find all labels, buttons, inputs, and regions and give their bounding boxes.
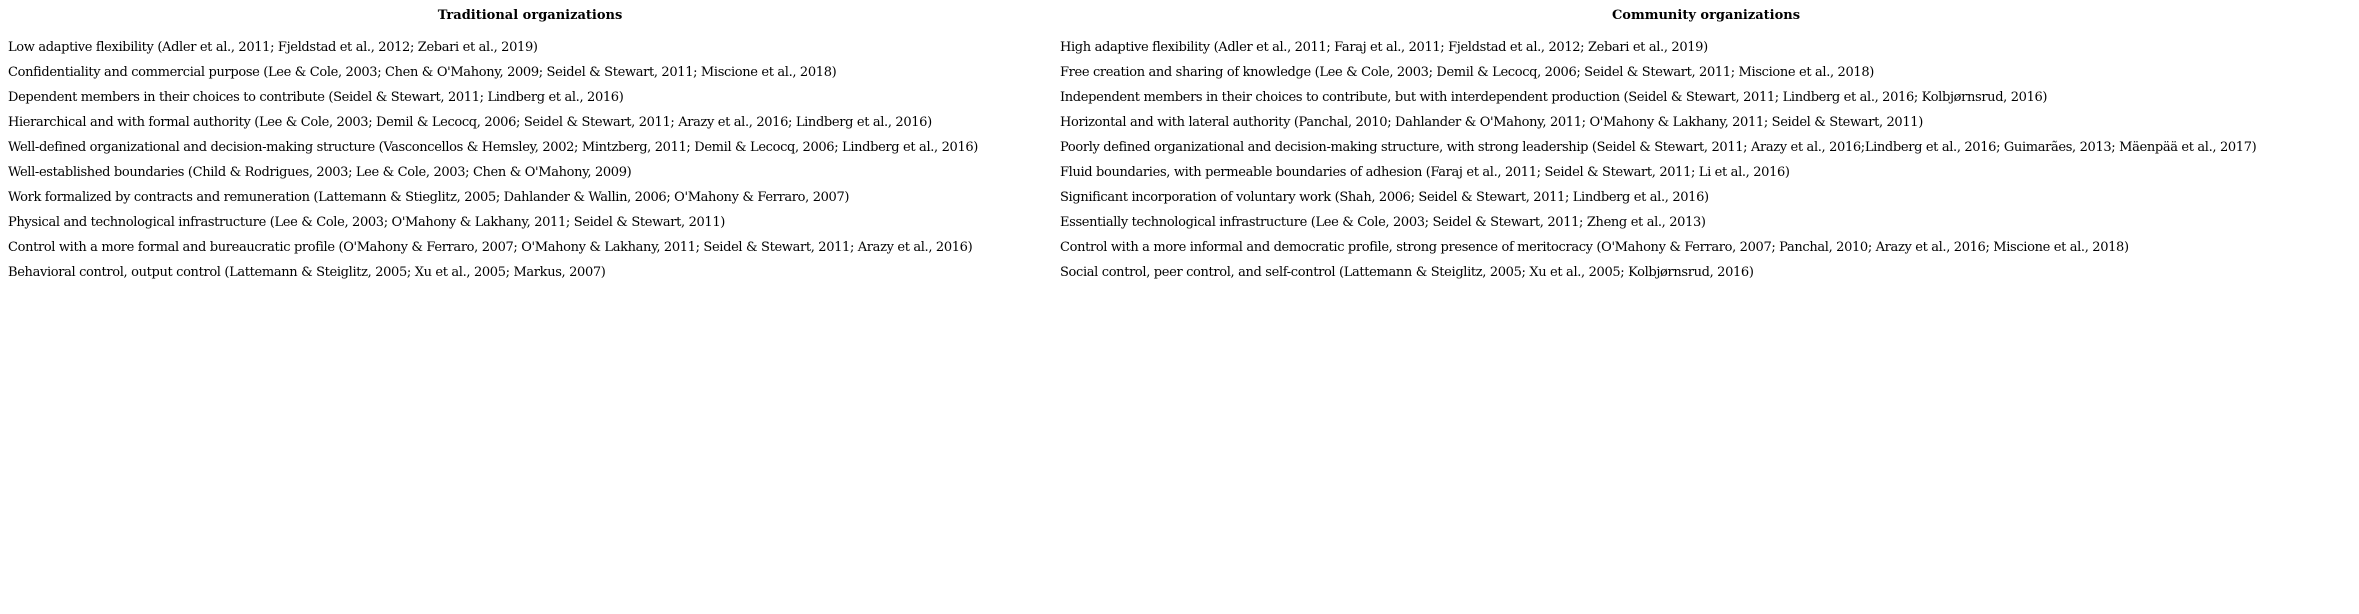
cell-traditional: Work formalized by contracts and remuneration (Lattemann & Stieglitz, 2005; Dahlander & Wallin, 2006; O'Mahony & Ferraro, 2007) — [8, 190, 850, 205]
table-row — [4, 160, 2356, 185]
cell-traditional: Dependent members in their choices to contribute (Seidel & Stewart, 2011; Lindberg et al., 2016) — [8, 90, 624, 105]
cell-traditional: Behavioral control, output control (Lattemann & Steiglitz, 2005; Xu et al., 2005; Markus, 2007) — [8, 265, 606, 280]
table-row — [4, 35, 2356, 60]
cell-traditional: Low adaptive flexibility (Adler et al., 2011; Fjeldstad et al., 2012; Zebari et al., 2019) — [8, 40, 538, 55]
cell-traditional: Physical and technological infrastructure (Lee & Cole, 2003; O'Mahony & Lakhany, 2011; Seidel & Stewart, 2011) — [8, 215, 725, 230]
table-row — [4, 235, 2356, 260]
cell-community: Poorly defined organizational and decision-making structure, with strong leadership (Seidel & Stewart, 2011; Arazy et al., 2016;Lindberg et al., 2016; Guimarães, 2013; Mäenpää et al., 2017) — [1060, 140, 2257, 155]
cell-traditional: Well-established boundaries (Child & Rodrigues, 2003; Lee & Cole, 2003; Chen & O'Mahony, 2009) — [8, 165, 632, 180]
cell-community: Control with a more informal and democratic profile, strong presence of meritocracy (O'Mahony & Ferraro, 2007; Panchal, 2010; Arazy et al., 2016; Miscione et al., 2018) — [1060, 240, 2129, 255]
table-row — [4, 85, 2356, 110]
cell-traditional: Confidentiality and commercial purpose (Lee & Cole, 2003; Chen & O'Mahony, 2009; Seidel & Stewart, 2011; Miscione et al., 2018) — [8, 65, 837, 80]
table-row — [4, 185, 2356, 210]
table-row — [4, 135, 2356, 160]
cell-community: Fluid boundaries, with permeable boundaries of adhesion (Faraj et al., 2011; Seidel & Stewart, 2011; Li et al., 2016) — [1060, 165, 1790, 180]
cell-community: Horizontal and with lateral authority (Panchal, 2010; Dahlander & O'Mahony, 2011; O'Mahony & Lakhany, 2011; Seidel & Stewart, 2011) — [1060, 115, 1923, 130]
header-row — [4, 6, 2356, 35]
cell-traditional: Control with a more formal and bureaucratic profile (O'Mahony & Ferraro, 2007; O'Mahony & Lakhany, 2011; Seidel & Stewart, 2011; Arazy et al., 2016) — [8, 240, 973, 255]
cell-traditional: Well-defined organizational and decision-making structure (Vasconcellos & Hemsley, 2002; Mintzberg, 2011; Demil & Lecocq, 2006; Lindberg et al., 2016) — [8, 140, 979, 155]
table-row — [4, 210, 2356, 235]
comparison-table — [4, 6, 2356, 285]
cell-community: Social control, peer control, and self-control (Lattemann & Steiglitz, 2005; Xu et al., 2005; Kolbjørnsrud, 2016) — [1060, 265, 1754, 280]
header-traditional: Traditional organizations — [437, 8, 623, 23]
table-row — [4, 60, 2356, 85]
cell-community: Independent members in their choices to contribute, but with interdependent production (Seidel & Stewart, 2011; Lindberg et al., 2016; Kolbjørnsrud, 2016) — [1060, 90, 2048, 105]
cell-traditional: Hierarchical and with formal authority (Lee & Cole, 2003; Demil & Lecocq, 2006; Seidel & Stewart, 2011; Arazy et al., 2016; Lindberg et al., 2016) — [8, 115, 932, 130]
cell-community: Essentially technological infrastructure (Lee & Cole, 2003; Seidel & Stewart, 2011; Zheng et al., 2013) — [1060, 215, 1706, 230]
header-community: Community organizations — [1611, 8, 1801, 23]
cell-community: Free creation and sharing of knowledge (Lee & Cole, 2003; Demil & Lecocq, 2006; Seidel & Stewart, 2011; Miscione et al., 2018) — [1060, 65, 1874, 80]
table-row — [4, 260, 2356, 285]
table-row — [4, 110, 2356, 135]
cell-community: Significant incorporation of voluntary work (Shah, 2006; Seidel & Stewart, 2011; Lindberg et al., 2016) — [1060, 190, 1709, 205]
cell-community: High adaptive flexibility (Adler et al., 2011; Faraj et al., 2011; Fjeldstad et al., 2012; Zebari et al., 2019) — [1060, 40, 1708, 55]
